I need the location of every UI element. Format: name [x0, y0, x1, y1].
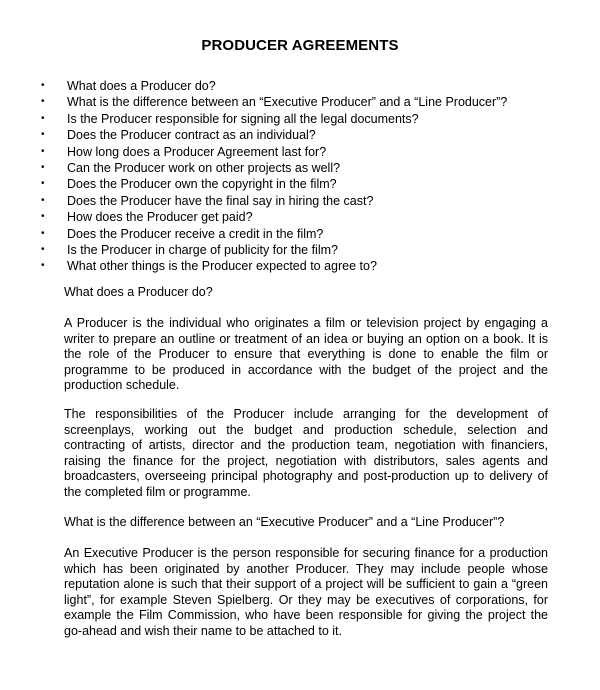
bullet-icon: •	[41, 96, 45, 108]
question-text: Can the Producer work on other projects as well?	[67, 160, 341, 175]
bullet-icon: •	[41, 129, 45, 141]
bullet-icon: •	[41, 112, 45, 124]
bullet-icon: •	[41, 227, 45, 239]
question-text: How does the Producer get paid?	[67, 210, 253, 225]
question-text: Does the Producer receive a credit in the film?	[67, 226, 324, 241]
bullet-icon: •	[41, 194, 45, 206]
bullet-icon: •	[41, 178, 45, 190]
question-text: How long does a Producer Agreement last for?	[67, 144, 327, 159]
bullet-icon: •	[41, 145, 45, 157]
paragraph: The responsibilities of the Producer include arranging for the development of screenplays, working out the budget and production schedule, selection and contracting of artists, director and the production team, negotiation with financiers, raising the finance for the project, negotiation with distributors, sales agents and broadcasters, overseeing principal photography and post-production up to delivery of the completed film or programme.	[64, 407, 548, 499]
question-text: What does a Producer do?	[67, 79, 216, 93]
question-text: What other things is the Producer expected to agree to?	[67, 259, 377, 274]
question-text: Does the Producer have the final say in hiring the cast?	[67, 193, 374, 208]
bullet-icon: •	[41, 161, 45, 173]
paragraph: A Producer is the individual who originates a film or television project by engaging a writer to prepare an outline or treatment of an idea or buying an option on a book. It is the role of the Producer to ensure that everything is done to enable the film or programme to be produced in accordance with the budget of the project and the production schedule.	[64, 316, 548, 393]
bullet-icon: •	[41, 260, 45, 272]
paragraph: An Executive Producer is the person responsible for securing finance for a production which has been originated by another Producer. They may include people whose reputation alone is such that their support of a project will be sufficient to gain a “green light”, for example Steven Spielberg. Or they may be executives of corporations, for example the Film Commission, who have been responsible for giving the project the go-ahead and wish their name to be attached to it.	[64, 546, 548, 638]
document-title: PRODUCER AGREEMENTS	[201, 37, 399, 54]
bullet-icon: •	[41, 211, 45, 223]
question-text: What is the difference between an “Executive Producer” and a “Line Producer”?	[67, 95, 508, 110]
question-text: Is the Producer in charge of publicity for the film?	[67, 242, 338, 257]
question-text: Does the Producer own the copyright in the film?	[67, 177, 337, 192]
bullet-icon: •	[41, 243, 45, 255]
section-heading: What does a Producer do?	[64, 285, 213, 299]
section-heading: What is the difference between an “Executive Producer” and a “Line Producer”?	[64, 515, 505, 529]
bullet-icon: •	[41, 80, 45, 91]
question-text: Is the Producer responsible for signing all the legal documents?	[67, 111, 419, 126]
question-text: Does the Producer contract as an individual?	[67, 128, 316, 143]
